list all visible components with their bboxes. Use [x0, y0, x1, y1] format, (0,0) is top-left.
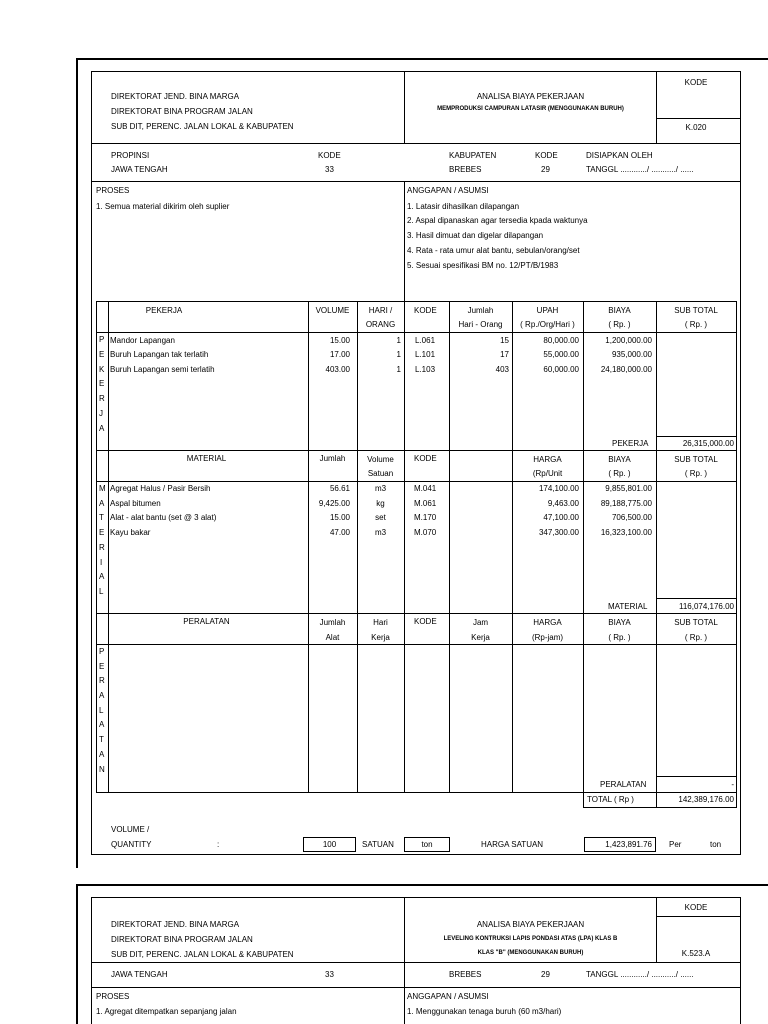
cell-biaya: 935,000.00	[611, 350, 652, 359]
cell-jumlah: 15.00	[329, 513, 350, 522]
col-upah-2: ( Rp./Org/Hari )	[520, 320, 575, 329]
header-title: ANALISA BIAYA PEKERJAAN	[476, 92, 585, 101]
col-biaya: BIAYA	[608, 618, 631, 627]
propinsi-label: PROPINSI	[111, 151, 150, 160]
cell-kode: L.103	[415, 365, 436, 374]
s2-kode-label: KODE	[684, 903, 708, 912]
col-biaya-2: ( Rp. )	[608, 469, 631, 478]
side-letter: E	[99, 528, 105, 537]
s2-tanggal-line: TANGGL ............/ .........../ ......	[586, 970, 694, 979]
side-letter: L	[99, 587, 104, 596]
col-material: MATERIAL	[186, 454, 227, 463]
kode-value: K.020	[685, 123, 707, 132]
per-unit: ton	[710, 840, 722, 849]
cell-hari: 1	[396, 350, 401, 359]
kode-label: KODE	[684, 78, 708, 87]
s2-proses-label: PROSES	[96, 992, 130, 1001]
cell-biaya: 1,200,000.00	[605, 336, 652, 345]
cell-biaya: 9,855,801.00	[605, 484, 652, 493]
s2-header-left-line-1: DIREKTORAT JEND. BINA MARGA	[111, 920, 240, 929]
cell-satuan: kg	[376, 499, 385, 508]
kabupaten-value: BREBES	[449, 165, 482, 174]
col-hari-2: ORANG	[365, 320, 396, 329]
cell-jumlah: 56.61	[329, 484, 350, 493]
col-harga-2: (Rp-jam)	[531, 633, 564, 642]
s2-kode-prov-value: 33	[325, 970, 334, 979]
side-letter: I	[100, 558, 103, 567]
quantity-label: QUANTITY	[111, 840, 152, 849]
col-harga: HARGA	[533, 618, 562, 627]
kabupaten-label: KABUPATEN	[449, 151, 497, 160]
cell-satuan: m3	[374, 528, 387, 537]
side-letter: A	[99, 720, 105, 729]
col-jumlah-2: Hari - Orang	[458, 320, 503, 329]
col-biaya-2: ( Rp. )	[608, 633, 631, 642]
side-letter: T	[99, 735, 104, 744]
col-subtotal-2: ( Rp. )	[684, 633, 708, 642]
side-letter: A	[99, 691, 105, 700]
material-total-label: MATERIAL	[608, 602, 648, 611]
anggapan-item: 2. Aspal dipanaskan agar tersedia kpada waktunya	[407, 216, 588, 225]
peralatan-total-label: PERALATAN	[600, 780, 647, 789]
side-letter: R	[99, 676, 105, 685]
cell-vol: 17.00	[329, 350, 350, 359]
col-kerja: Kerja	[371, 633, 390, 642]
s2-header-subtitle-2: KLAS "B" (MENGGUNAKAN BURUH)	[477, 950, 584, 956]
side-letter: A	[99, 750, 105, 759]
col-biaya: BIAYA	[608, 306, 631, 315]
s2-header-left-line-3: SUB DIT, PERENC. JALAN LOKAL & KABUPATEN	[111, 950, 294, 959]
cell-name: Mandor Lapangan	[110, 336, 175, 345]
cell-kode: M.070	[414, 528, 437, 537]
side-letter: R	[99, 394, 105, 403]
proses-item: 1. Semua material dikirim oleh suplier	[96, 202, 230, 211]
cell-name: Buruh Lapangan semi terlatih	[110, 365, 215, 374]
side-letter: E	[99, 379, 105, 388]
s2-anggapan-item: 1. Menggunakan tenaga buruh (60 m3/hari)	[407, 1007, 562, 1016]
header-left-line-1: DIREKTORAT JEND. BINA MARGA	[111, 92, 240, 101]
cell-name: Aspal bitumen	[110, 499, 161, 508]
col-subtotal: SUB TOTAL	[674, 618, 718, 627]
cell-upah: 80,000.00	[543, 336, 579, 345]
side-letter: L	[99, 706, 104, 715]
cell-biaya: 16,323,100.00	[600, 528, 652, 537]
col-biaya: BIAYA	[608, 455, 631, 464]
col-jumlah: Jumlah	[467, 306, 494, 315]
per-label: Per	[669, 840, 682, 849]
cell-vol: 15.00	[329, 336, 350, 345]
side-letter: E	[99, 662, 105, 671]
side-letter: P	[99, 335, 105, 344]
cell-harga: 174,100.00	[538, 484, 579, 493]
proses-label: PROSES	[96, 186, 130, 195]
cell-satuan: set	[375, 513, 386, 522]
cell-kode: M.061	[414, 499, 437, 508]
anggapan-label: ANGGAPAN / ASUMSI	[407, 186, 489, 195]
side-letter: A	[99, 499, 105, 508]
cell-biaya: 24,180,000.00	[600, 365, 652, 374]
side-letter: A	[99, 572, 105, 581]
cell-harga: 347,300.00	[538, 528, 579, 537]
anggapan-item: 5. Sesuai spesifikasi BM no. 12/PT/B/1983	[407, 261, 559, 270]
s2-kode-kab-value: 29	[541, 970, 550, 979]
side-letter: P	[99, 647, 105, 656]
cell-kode: M.041	[414, 484, 437, 493]
s2-kabupaten-value: BREBES	[449, 970, 482, 979]
harga-satuan-value: 1,423,891.76	[584, 837, 656, 852]
grand-total-label: TOTAL ( Rp )	[587, 795, 634, 804]
col-hari: Hari	[373, 618, 388, 627]
cell-jumlah: 403	[495, 365, 509, 374]
side-letter: M	[99, 484, 106, 493]
cell-name: Agregat Halus / Pasir Bersih	[110, 484, 211, 493]
anggapan-item: 3. Hasil dimuat dan digelar dilapangan	[407, 231, 544, 240]
volume-value: 100	[303, 837, 356, 852]
col-satuan: Satuan	[367, 469, 394, 478]
col-subtotal: SUB TOTAL	[674, 306, 718, 315]
s2-header-subtitle-1: LEVELING KONTRUKSI LAPIS PONDASI ATAS (LPA) KLAS B	[443, 936, 618, 942]
col-jumlah: Jumlah	[319, 454, 346, 463]
satuan-value: ton	[404, 837, 450, 852]
col-kode: KODE	[414, 306, 437, 315]
cell-satuan: m3	[374, 484, 387, 493]
col-jam: Jam	[472, 618, 489, 627]
kode-kab-label: KODE	[535, 151, 558, 160]
header-subtitle: MEMPRODUKSI CAMPURAN LATASIR (MENGGUNAKAN BURUH)	[437, 106, 624, 112]
cell-upah: 60,000.00	[543, 365, 579, 374]
cell-name: Buruh Lapangan tak terlatih	[110, 350, 209, 359]
volume-label: VOLUME /	[111, 825, 150, 834]
cell-kode: M.170	[414, 513, 437, 522]
kode-prov-label: KODE	[318, 151, 341, 160]
cell-jumlah: 17	[500, 350, 509, 359]
s2-propinsi-value: JAWA TENGAH	[111, 970, 168, 979]
cell-hari: 1	[396, 365, 401, 374]
cell-jumlah: 9,425.00	[318, 499, 350, 508]
col-jam-kerja: Kerja	[471, 633, 490, 642]
anggapan-item: 1. Latasir dihasilkan dilapangan	[407, 202, 520, 211]
s2-proses-item: 1. Agregat ditempatkan sepanjang jalan	[96, 1007, 237, 1016]
side-letter: N	[99, 765, 105, 774]
header-left-line-2: DIREKTORAT BINA PROGRAM JALAN	[111, 107, 253, 116]
cell-name: Kayu bakar	[110, 528, 151, 537]
col-subtotal: SUB TOTAL	[674, 455, 718, 464]
col-hari: HARI /	[368, 306, 393, 315]
cell-kode: L.061	[415, 336, 436, 345]
col-upah: UPAH	[536, 306, 559, 315]
side-letter: E	[99, 350, 105, 359]
col-subtotal-2: ( Rp. )	[684, 320, 708, 329]
s2-header-left-line-2: DIREKTORAT BINA PROGRAM JALAN	[111, 935, 253, 944]
col-biaya-2: ( Rp. )	[608, 320, 631, 329]
col-pekerja: PEKERJA	[145, 306, 183, 315]
header-left-line-3: SUB DIT, PERENC. JALAN LOKAL & KABUPATEN	[111, 122, 294, 131]
cell-name: Alat - alat bantu (set @ 3 alat)	[110, 513, 217, 522]
grand-total-value: 142,389,176.00	[678, 795, 734, 804]
cell-harga: 47,100.00	[543, 513, 579, 522]
cell-jumlah: 47.00	[329, 528, 350, 537]
s2-header-title: ANALISA BIAYA PEKERJAAN	[476, 920, 585, 929]
harga-satuan-label: HARGA SATUAN	[481, 840, 544, 849]
kode-prov-value: 33	[325, 165, 334, 174]
side-letter: J	[99, 409, 103, 418]
col-harga: HARGA	[533, 455, 562, 464]
cell-jumlah: 15	[500, 336, 509, 345]
cell-vol: 403.00	[325, 365, 350, 374]
cell-hari: 1	[396, 336, 401, 345]
col-subtotal-2: ( Rp. )	[684, 469, 708, 478]
tanggal-line: TANGGL ............/ .........../ ......	[586, 165, 694, 174]
cell-kode: L.101	[415, 350, 436, 359]
propinsi-value: JAWA TENGAH	[111, 165, 168, 174]
side-letter: A	[99, 424, 105, 433]
side-letter: T	[99, 513, 104, 522]
pekerja-total-label: PEKERJA	[612, 439, 649, 448]
s2-anggapan-label: ANGGAPAN / ASUMSI	[407, 992, 489, 1001]
col-jumlah: Jumlah	[319, 618, 346, 627]
col-harga-2: (Rp/Unit	[532, 469, 563, 478]
col-volume: VOLUME	[315, 306, 350, 315]
pekerja-total-value: 26,315,000.00	[682, 439, 734, 448]
material-total-value: 116,074,176.00	[678, 602, 734, 611]
kode-kab-value: 29	[541, 165, 550, 174]
disiapkan-label: DISIAPKAN OLEH	[586, 151, 653, 160]
side-letter: R	[99, 543, 105, 552]
satuan-label: SATUAN	[362, 840, 394, 849]
colon: :	[217, 840, 220, 849]
cell-biaya: 89,188,775.00	[600, 499, 652, 508]
cell-biaya: 706,500.00	[611, 513, 652, 522]
cell-harga: 9,463.00	[547, 499, 579, 508]
col-alat: Alat	[325, 633, 340, 642]
anggapan-item: 4. Rata - rata umur alat bantu, sebulan/orang/set	[407, 246, 580, 255]
peralatan-total-value: -	[731, 780, 734, 789]
side-letter: K	[99, 365, 105, 374]
col-kode: KODE	[414, 617, 437, 626]
col-kode: KODE	[414, 454, 437, 463]
col-peralatan: PERALATAN	[183, 617, 230, 626]
col-volume: Volume	[367, 455, 394, 464]
s2-kode-value: K.523.A	[681, 949, 711, 958]
cell-upah: 55,000.00	[543, 350, 579, 359]
